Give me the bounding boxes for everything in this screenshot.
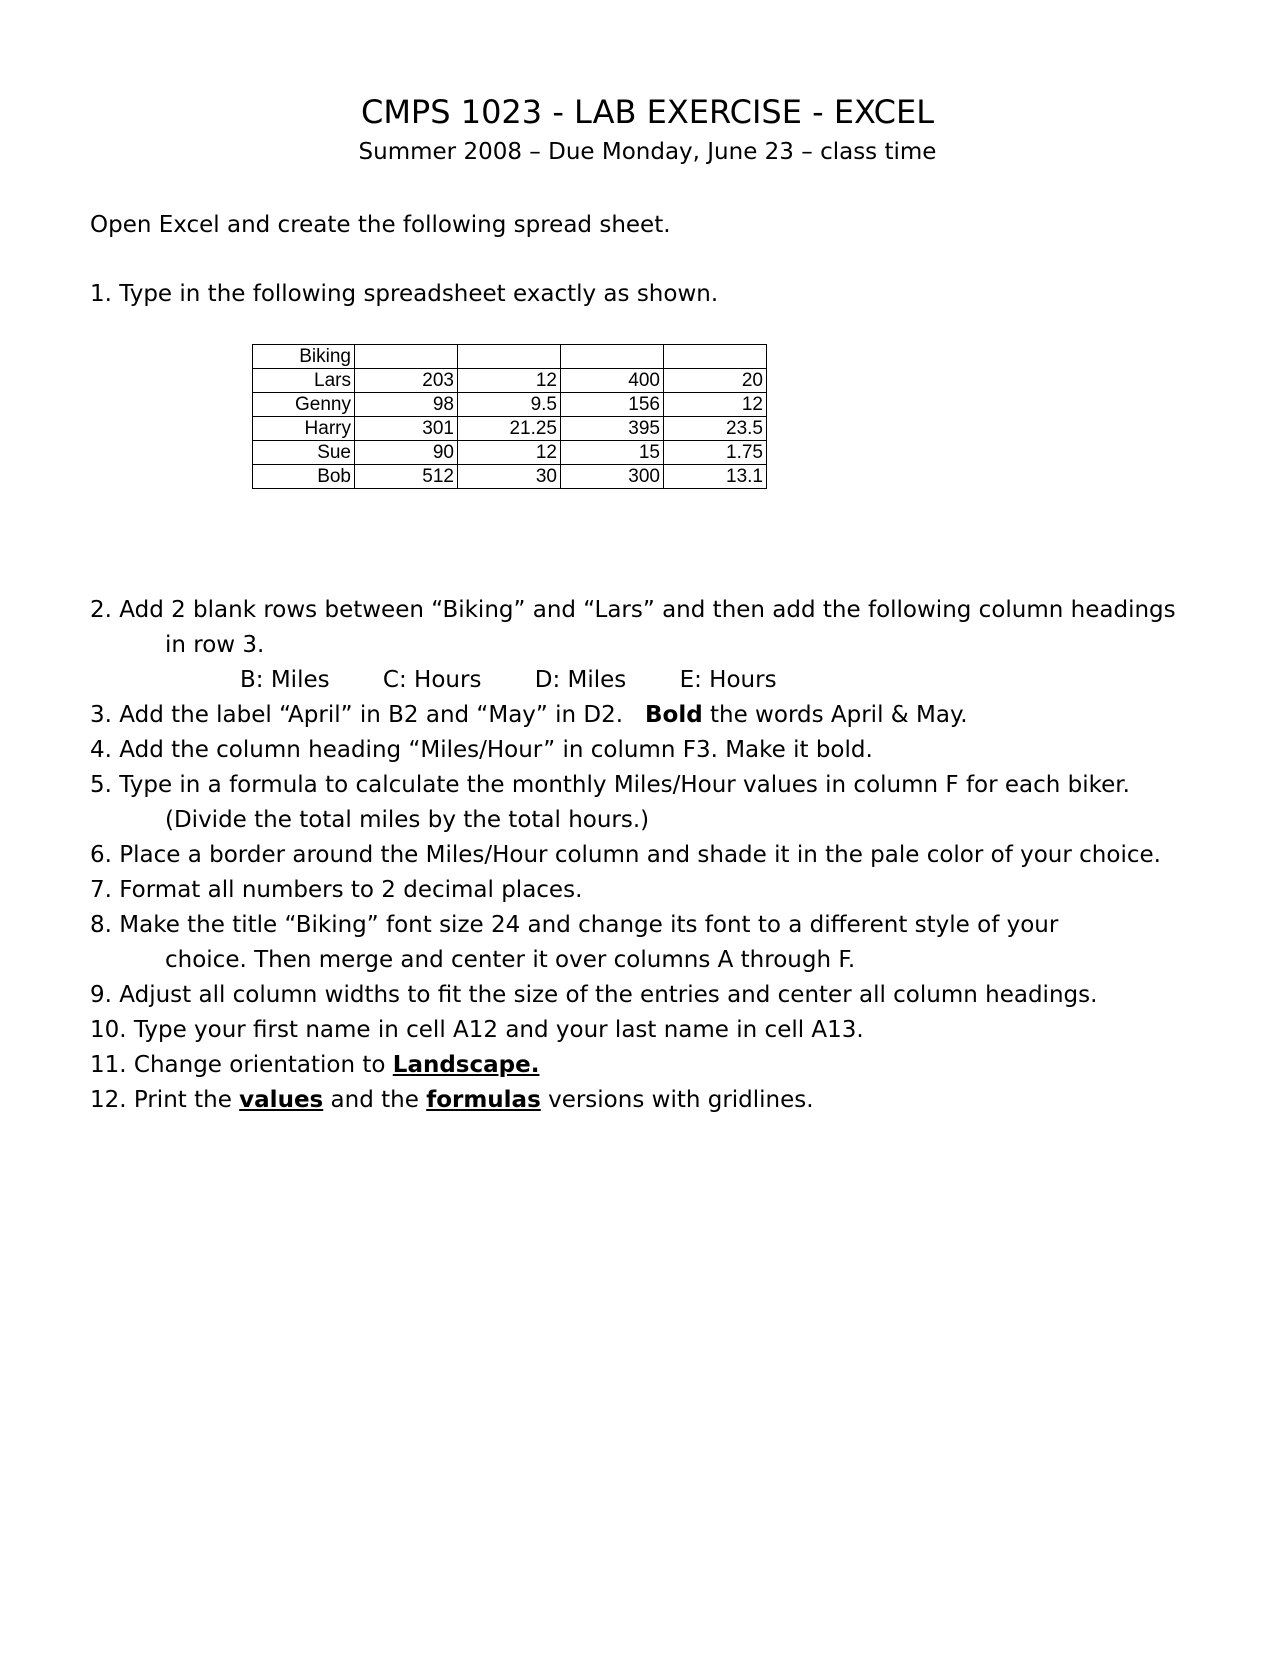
- heading-d: D: Miles: [534, 667, 627, 693]
- column-headings-line: [90, 663, 1176, 698]
- step-text: Type in a formula to calculate the monthly Miles/Hour values in column F for each biker.: [119, 772, 1130, 798]
- step-number: 4.: [90, 737, 112, 763]
- step-text: Adjust all column widths to fit the size of the entries and center all column headings.: [119, 982, 1098, 1008]
- step-text: Type your first name in cell A12 and your last name in cell A13.: [133, 1017, 864, 1043]
- table-cell: 301: [355, 417, 458, 441]
- step-text: Place a border around the Miles/Hour column and shade it in the pale color of your choice.: [119, 842, 1161, 868]
- table-row: [253, 345, 767, 369]
- heading-c: C: Hours: [382, 667, 482, 693]
- table-cell: 203: [355, 369, 458, 393]
- step-text: Add the column heading “Miles/Hour” in column F3. Make it bold.: [119, 737, 873, 763]
- table-cell-empty: [458, 345, 561, 369]
- values-emphasis: values: [239, 1087, 324, 1113]
- step-number: 9.: [90, 982, 112, 1008]
- intro-text: Open Excel and create the following spread sheet.: [90, 212, 671, 238]
- table-cell: 98: [355, 393, 458, 417]
- table-cell-name: Harry: [253, 417, 355, 441]
- step-continuation: (Divide the total miles by the total hours.): [165, 807, 650, 833]
- heading-b: B: Miles: [240, 667, 330, 693]
- step-number: 12.: [90, 1087, 127, 1113]
- table-cell: 156: [561, 393, 664, 417]
- table-row: [253, 393, 767, 417]
- step-11: [90, 1048, 1176, 1083]
- step-4: [90, 733, 1176, 768]
- step-number: 8.: [90, 912, 112, 938]
- table-row: [253, 369, 767, 393]
- table-row: [253, 441, 767, 465]
- table-cell-title: Biking: [253, 345, 355, 369]
- table-cell: 300: [561, 465, 664, 489]
- table-cell-name: Genny: [253, 393, 355, 417]
- step-text: versions with gridlines.: [548, 1087, 814, 1113]
- step-6: [90, 838, 1176, 873]
- heading-e: E: Hours: [679, 667, 777, 693]
- landscape-emphasis: Landscape.: [392, 1052, 540, 1078]
- step-text: Add the label “April” in B2 and “May” in D2.: [119, 702, 624, 728]
- page-title: CMPS 1023 - LAB EXERCISE - EXCEL: [360, 93, 935, 131]
- step-text: and the: [330, 1087, 419, 1113]
- table-cell-empty: [355, 345, 458, 369]
- step-number: 6.: [90, 842, 112, 868]
- table-cell: 21.25: [458, 417, 561, 441]
- step-text: Print the: [133, 1087, 232, 1113]
- step-number: 5.: [90, 772, 112, 798]
- formulas-emphasis: formulas: [426, 1087, 541, 1113]
- table-cell-name: Bob: [253, 465, 355, 489]
- step-number: 10.: [90, 1017, 127, 1043]
- step-number: 11.: [90, 1052, 127, 1078]
- table-cell: 9.5: [458, 393, 561, 417]
- instructions-list: [90, 593, 1176, 1118]
- step-text: the words April & May.: [710, 702, 968, 728]
- table-cell: 1.75: [664, 441, 767, 465]
- table-cell: 512: [355, 465, 458, 489]
- table-cell-empty: [664, 345, 767, 369]
- step-10: [90, 1013, 1176, 1048]
- step-number: 2.: [90, 597, 112, 623]
- page-subtitle: Summer 2008 – Due Monday, June 23 – class time: [358, 139, 937, 165]
- step-number: 3.: [90, 702, 112, 728]
- table-cell: 23.5: [664, 417, 767, 441]
- table-cell: 12: [664, 393, 767, 417]
- step-text: Add 2 blank rows between “Biking” and “Lars” and then add the following column headings: [119, 597, 1176, 623]
- table-cell: 400: [561, 369, 664, 393]
- step-1-text: 1. Type in the following spreadsheet exactly as shown.: [90, 281, 719, 307]
- table-cell-name: Lars: [253, 369, 355, 393]
- step-2: [90, 593, 1176, 698]
- table-cell: 13.1: [664, 465, 767, 489]
- table-cell-empty: [561, 345, 664, 369]
- step-9: [90, 978, 1176, 1013]
- step-8: [90, 908, 1176, 978]
- step-text: Change orientation to: [133, 1052, 386, 1078]
- step-3: [90, 698, 1176, 733]
- step-continuation: in row 3.: [165, 632, 265, 658]
- step-number: 7.: [90, 877, 112, 903]
- table-cell: 15: [561, 441, 664, 465]
- spreadsheet-table: [252, 344, 767, 489]
- table-row: [253, 465, 767, 489]
- table-cell-name: Sue: [253, 441, 355, 465]
- table-cell: 395: [561, 417, 664, 441]
- table-cell: 30: [458, 465, 561, 489]
- table-cell: 12: [458, 369, 561, 393]
- step-text: Make the title “Biking” font size 24 and change its font to a different style of your: [119, 912, 1059, 938]
- step-5: [90, 768, 1176, 838]
- step-continuation: choice. Then merge and center it over columns A through F.: [165, 947, 856, 973]
- step-text: Format all numbers to 2 decimal places.: [119, 877, 583, 903]
- bold-word: Bold: [645, 702, 703, 728]
- step-12: [90, 1083, 1176, 1118]
- table-cell: 12: [458, 441, 561, 465]
- table-cell: 90: [355, 441, 458, 465]
- step-7: [90, 873, 1176, 908]
- table-cell: 20: [664, 369, 767, 393]
- table-row: [253, 417, 767, 441]
